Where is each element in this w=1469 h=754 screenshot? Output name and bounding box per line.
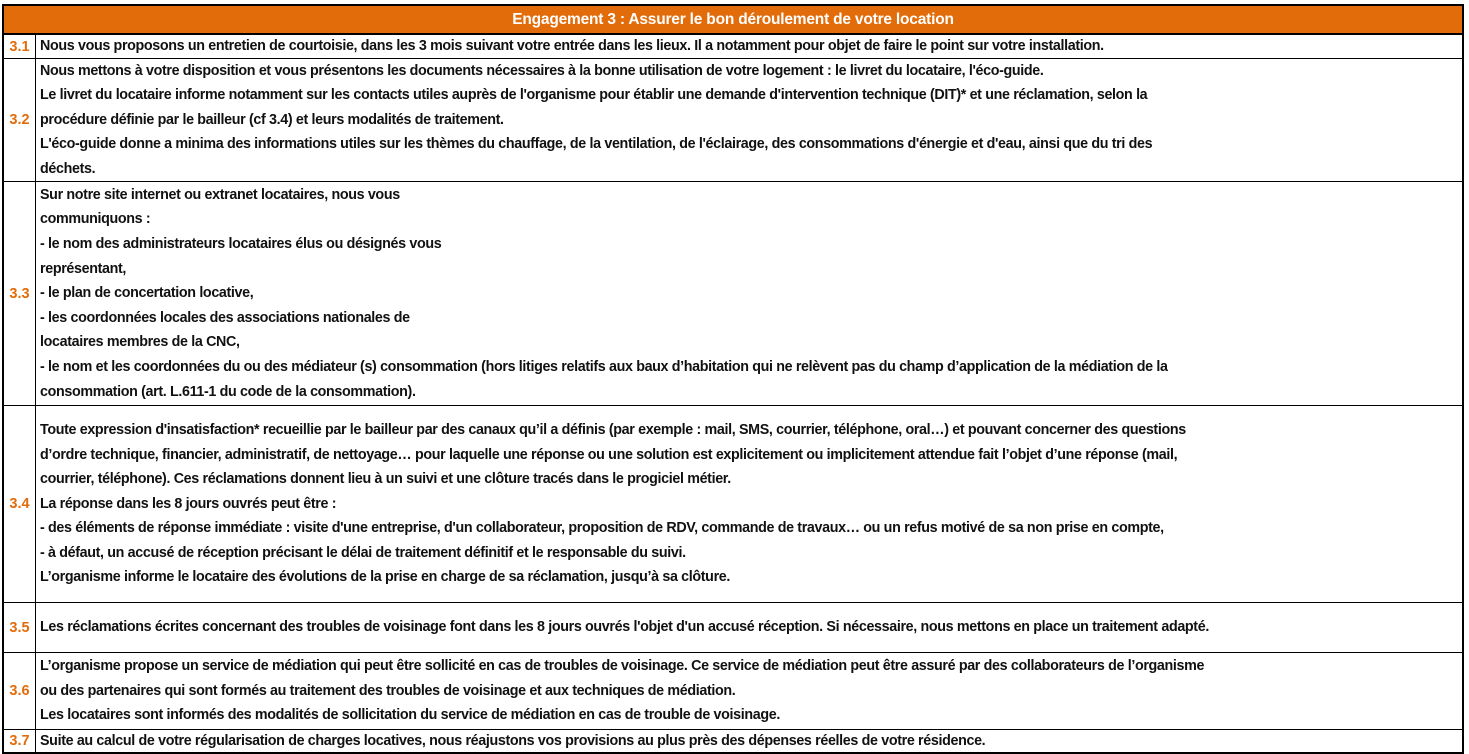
- row-text-line: Nous mettons à votre disposition et vous présentons les documents nécessaires à la bonne utilisation de votre logement : le livret du locataire, l'éco-guide.: [40, 62, 1044, 79]
- row-content: [36, 603, 1462, 652]
- row-text-line: - à défaut, un accusé de réception précisant le délai de traitement définitif et le responsable du suivi.: [40, 544, 686, 561]
- row-number: 3.3: [4, 182, 36, 405]
- row-text-line: L’organisme informe le locataire des évolutions de la prise en charge de sa réclamation, jusqu’à sa clôture.: [40, 569, 731, 586]
- row-text-line: courrier, téléphone). Ces réclamations donnent lieu à un suivi et une clôture tracés dans le progiciel métier.: [40, 471, 731, 488]
- row-text-line: locataires membres de la CNC,: [40, 334, 240, 351]
- row-number: 3.2: [4, 59, 36, 181]
- row-number: 3.4: [4, 406, 36, 602]
- row-text-line: Nous vous proposons un entretien de courtoisie, dans les 3 mois suivant votre entrée dans les lieux. Il a notamment pour objet de faire le point sur votre installation.: [40, 38, 1104, 55]
- row-content: [36, 406, 1462, 602]
- row-text-line: ou des partenaires qui sont formés au traitement des troubles de voisinage et aux techniques de médiation.: [40, 682, 736, 699]
- table-row-3-4: [4, 406, 1462, 603]
- row-number: 3.6: [4, 653, 36, 729]
- row-text-line: Toute expression d'insatisfaction* recueillie par le bailleur par des canaux qu’il a définis (par exemple : mail, SMS, courrier, téléphone, oral…) et pouvant concerner des questions: [40, 421, 1186, 438]
- row-text-line: - les coordonnées locales des associations nationales de: [40, 309, 410, 326]
- row-text-line: consommation (art. L.611-1 du code de la consommation).: [40, 383, 416, 400]
- row-text-line: déchets.: [40, 160, 96, 177]
- row-text-line: Sur notre site internet ou extranet locataires, nous vous: [40, 186, 400, 203]
- row-text-line: Les réclamations écrites concernant des troubles de voisinage font dans les 8 jours ouvrés l'objet d'un accusé réception. Si nécessaire, nous mettons en place un traitement adapté.: [40, 619, 1209, 636]
- row-text-line: L'éco-guide donne a minima des informations utiles sur les thèmes du chauffage, de la ventilation, de l'éclairage, des consommations d'énergie et d'eau, ainsi que du tri des: [40, 136, 1153, 153]
- table-row-3-3: [4, 182, 1462, 406]
- row-text-line: - des éléments de réponse immédiate : visite d'une entreprise, d'un collaborateur, proposition de RDV, commande de travaux… ou un refus motivé de sa non prise en compte,: [40, 520, 1164, 537]
- row-text-line: - le nom et les coordonnées du ou des médiateur (s) consommation (hors litiges relatifs aux baux d’habitation qui ne relèvent pas du champ d’application de la médiation de la: [40, 358, 1168, 375]
- row-text-line: communiquons :: [40, 211, 151, 228]
- table-row-3-2: [4, 59, 1462, 182]
- table-title: Engagement 3 : Assurer le bon déroulement de votre location: [4, 6, 1462, 35]
- row-number: 3.5: [4, 603, 36, 652]
- row-content: [36, 182, 1462, 405]
- row-text-line: Le livret du locataire informe notamment sur les contacts utiles auprès de l'organisme pour établir une demande d'intervention technique (DIT)* et une réclamation, selon la: [40, 87, 1148, 104]
- row-text-line: - le plan de concertation locative,: [40, 285, 254, 302]
- row-text-line: La réponse dans les 8 jours ouvrés peut être :: [40, 495, 337, 512]
- row-text-line: d’ordre technique, financier, administratif, de nettoyage… pour laquelle une réponse ou une solution est explicitement ou implicitement attendue fait l’objet d’une réponse (mail,: [40, 446, 1178, 463]
- row-number: 3.7: [4, 730, 36, 752]
- row-content: [36, 653, 1462, 729]
- row-text-line: - le nom des administrateurs locataires élus ou désignés vous: [40, 236, 442, 253]
- row-content: [36, 35, 1462, 58]
- row-text-line: Les locataires sont informés des modalités de sollicitation du service de médiation en cas de trouble de voisinage.: [40, 707, 780, 724]
- table-row-3-1: [4, 35, 1462, 59]
- row-text-line: L’organisme propose un service de médiation qui peut être sollicité en cas de troubles de voisinage. Ce service de médiation peut être assuré par des collaborateurs de l’organisme: [40, 658, 1205, 675]
- engagement-table: [2, 4, 1464, 754]
- row-content: [36, 59, 1462, 181]
- row-text-line: procédure définie par le bailleur (cf 3.4) et leurs modalités de traitement.: [40, 111, 504, 128]
- table-row-3-5: [4, 603, 1462, 653]
- row-text-line: représentant,: [40, 260, 127, 277]
- row-number: 3.1: [4, 35, 36, 58]
- row-content: [36, 730, 1462, 752]
- row-text-line: Suite au calcul de votre régularisation de charges locatives, nous réajustons vos provisions au plus près des dépenses réelles de votre résidence.: [40, 732, 986, 749]
- table-row-3-6: [4, 653, 1462, 730]
- table-row-3-7: [4, 730, 1462, 752]
